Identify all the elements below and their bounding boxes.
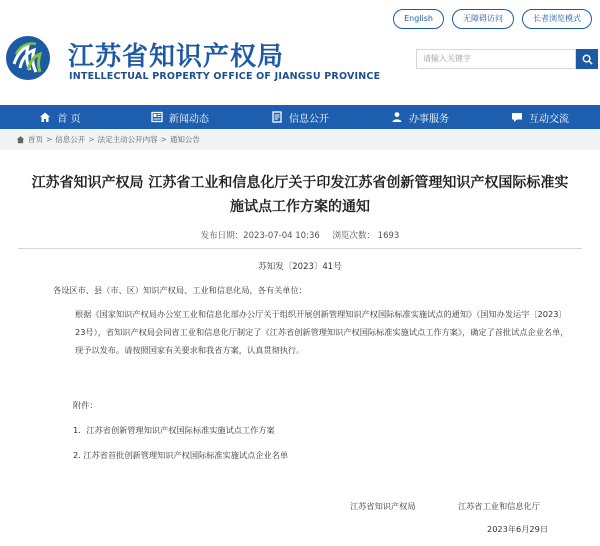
home-icon: [39, 111, 51, 123]
site-subtitle: INTELLECTUAL PROPERTY OFFICE OF JIANGSU PROVINCE: [69, 71, 381, 82]
signatory-ipo: 江苏省知识产权局: [350, 501, 416, 511]
title-divider: [18, 248, 582, 249]
salutation: 各设区市、县（市、区）知识产权局、工业和信息化局，各有关单位：: [53, 285, 307, 295]
article-meta: [0, 229, 600, 241]
publish-date: 发布日期：2023-07-04 10:36: [200, 231, 320, 241]
breadcrumb-separator: >: [88, 135, 95, 144]
elderly-mode-link[interactable]: 长者浏览模式: [522, 9, 592, 29]
accessibility-link[interactable]: 无障碍访问: [452, 9, 514, 29]
signatory-miit: 江苏省工业和信息化厅: [458, 501, 540, 511]
breadcrumb: [0, 129, 600, 150]
breadcrumb-separator: >: [46, 135, 53, 144]
search-button[interactable]: [576, 49, 598, 69]
breadcrumb-statutory-content[interactable]: 法定主动公开内容: [97, 135, 158, 144]
top-links: [393, 9, 592, 29]
search-input[interactable]: 请输入关键字: [416, 49, 576, 69]
site-header: [0, 0, 600, 105]
attachment-link[interactable]: 1．江苏省创新管理知识产权国际标准实施试点工作方案: [73, 425, 275, 435]
nav-services-label: 办事服务: [409, 113, 449, 125]
attachments-label: 附件：: [73, 400, 98, 410]
attachment-link[interactable]: 2. 江苏省首批创新管理知识产权国际标准实施试点企业名单: [73, 450, 289, 460]
article-title: 江苏省知识产权局 江苏省工业和信息化厅关于印发江苏省创新管理知识产权国际标准实施试点工作方案的通知: [31, 175, 569, 215]
article-body: 根据《国家知识产权局办公室工业和信息化部办公厅关于组织开展创新管理知识产权国际标准实施试点的通知》（国知办发运字〔2023〕23号），省知识产权局会同省工业和信息化厅制定了《江苏省创新管理知识产权国际标准实施试点工作方案》，确定了首批试点企业名单，现予以发布。请按照国家有关要求和我省方案，认真贯彻执行。: [75, 309, 569, 355]
document-number: 苏知发〔2023〕41号: [258, 262, 342, 272]
main-nav: [0, 105, 600, 129]
site-title[interactable]: 江苏省知识产权局: [68, 42, 285, 72]
home-icon: [16, 135, 25, 144]
nav-interaction-label: 互动交流: [529, 113, 569, 125]
nav-home-label: 首 页: [57, 113, 81, 125]
nav-home[interactable]: [0, 105, 120, 129]
site-logo-icon[interactable]: [4, 34, 52, 82]
nav-info-label: 信息公开: [289, 113, 329, 125]
breadcrumb-notices[interactable]: 通知公告: [169, 135, 200, 144]
nav-interaction[interactable]: [480, 105, 600, 129]
search-icon: [582, 54, 593, 65]
english-link[interactable]: English: [393, 9, 444, 29]
breadcrumb-separator: >: [160, 135, 167, 144]
breadcrumb-home[interactable]: 首页: [28, 135, 43, 144]
document-icon: [271, 111, 283, 123]
view-count: 浏览次数： 1693: [332, 231, 400, 241]
chat-icon: [511, 111, 523, 123]
nav-info-disclosure[interactable]: [240, 105, 360, 129]
signature-date: 2023年6月29日: [487, 524, 549, 534]
nav-services[interactable]: [360, 105, 480, 129]
news-icon: [151, 111, 163, 123]
user-icon: [391, 111, 403, 123]
nav-news-label: 新闻动态: [169, 113, 209, 125]
breadcrumb-info-disclosure[interactable]: 信息公开: [55, 135, 86, 144]
nav-news[interactable]: [120, 105, 240, 129]
